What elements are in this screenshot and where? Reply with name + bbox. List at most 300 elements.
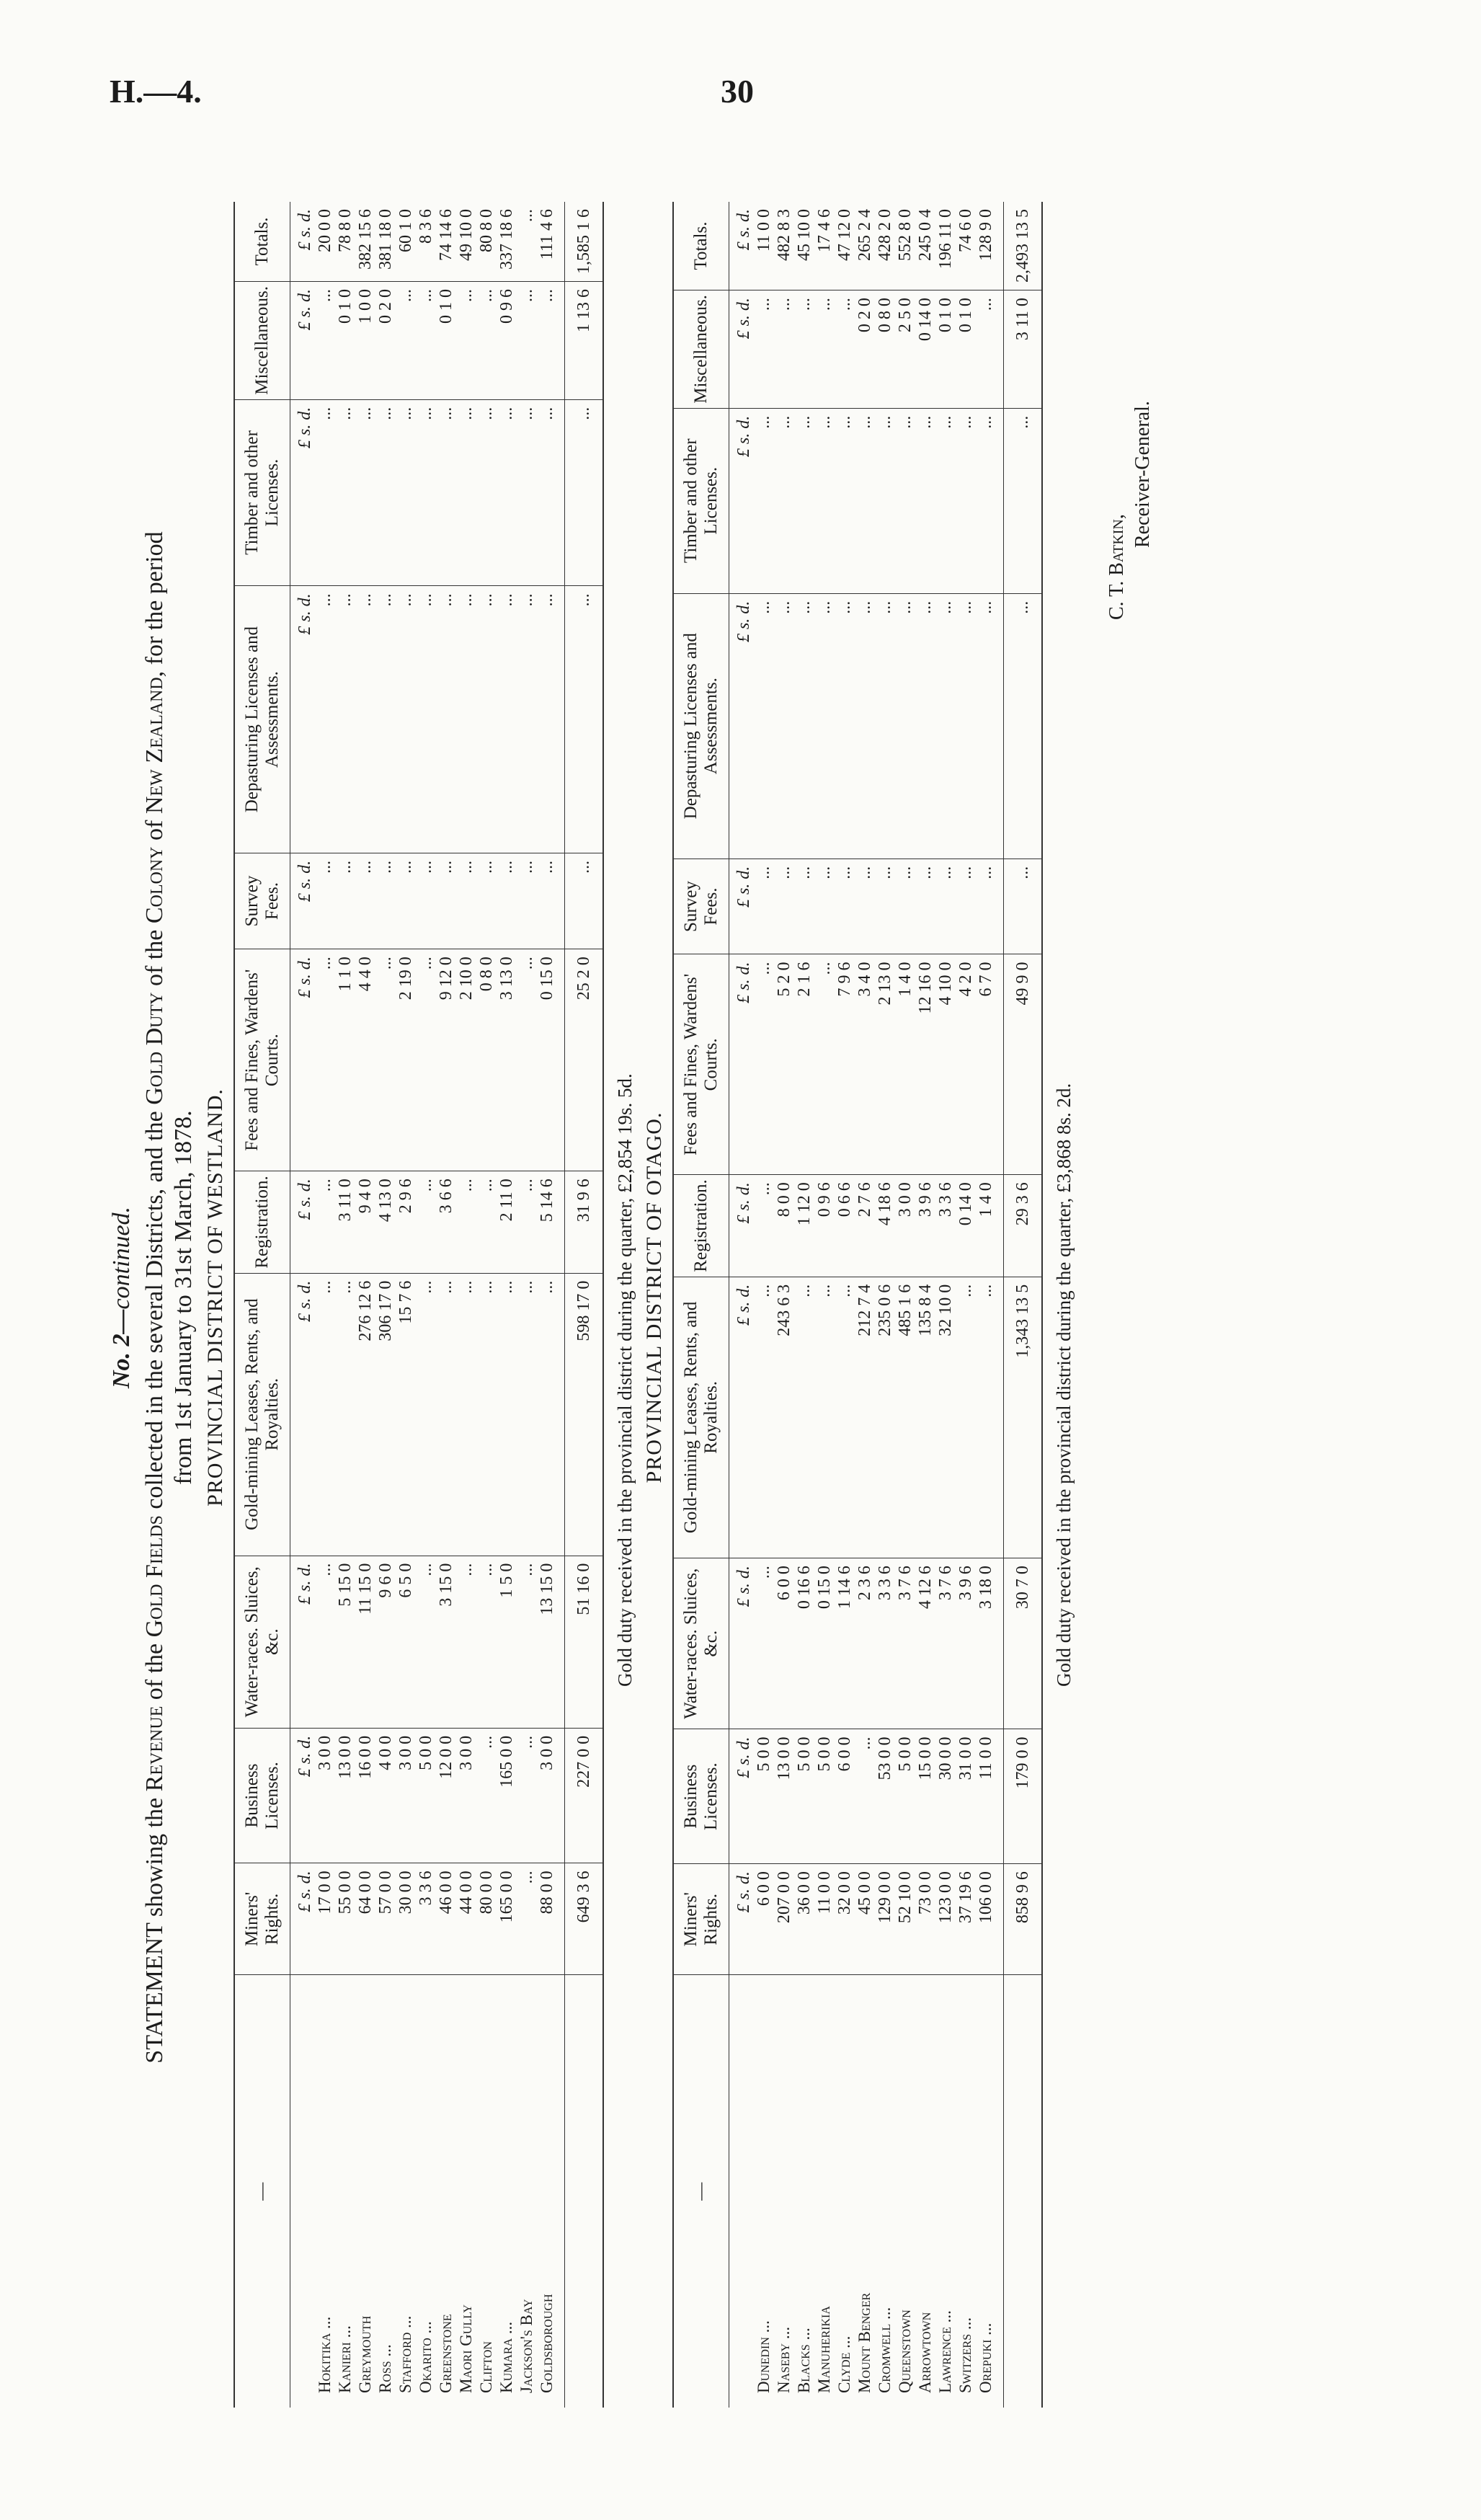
- amount-cell: 13 0 0: [335, 1728, 355, 1863]
- amount-cell: ...: [875, 408, 895, 593]
- table-row: [774, 202, 794, 2408]
- header-row: [234, 202, 290, 2408]
- total-cell: [565, 1975, 604, 2408]
- column-header: Totals.: [673, 202, 729, 290]
- amount-cell: 74 6 0: [956, 202, 976, 290]
- amount-cell: 3 15 0: [436, 1556, 456, 1728]
- amount-cell: ...: [935, 408, 956, 593]
- total-cell: 29 3 6: [1004, 1175, 1043, 1277]
- amount-cell: ...: [456, 1556, 476, 1728]
- amount-cell: 13 0 0: [774, 1729, 794, 1864]
- amount-cell: 0 1 0: [956, 290, 976, 409]
- amount-cell: ...: [754, 1175, 774, 1277]
- amount-cell: ...: [774, 593, 794, 859]
- column-header: Gold-mining Leases, Rents, and Royalties.: [234, 1273, 290, 1556]
- district-name: Greymouth: [356, 2315, 374, 2393]
- amount-cell: 7 9 6: [835, 954, 855, 1175]
- amount-cell: 11 0 0: [976, 1729, 1004, 1864]
- amount-cell: 128 9 0: [976, 202, 1004, 290]
- otago-table: [672, 202, 1043, 2408]
- amount-cell: ...: [375, 586, 396, 853]
- amount-cell: ...: [476, 399, 497, 586]
- amount-cell: 9 12 0: [436, 949, 456, 1171]
- amount-cell: ...: [517, 853, 537, 949]
- amount-cell: 337 18 6: [497, 202, 517, 282]
- title-fragment: Gold Fields: [141, 1515, 168, 1638]
- otago-table-header: [673, 202, 729, 2408]
- table-row: [537, 202, 565, 2408]
- table-row: [517, 202, 537, 2408]
- units-cell: £ s. d.: [290, 1171, 316, 1273]
- amount-cell: 11 0 0: [814, 1864, 835, 1975]
- total-cell: 179 0 0: [1004, 1729, 1043, 1864]
- amount-cell: ...: [935, 859, 956, 954]
- amount-cell: 428 2 0: [875, 202, 895, 290]
- amount-cell: ...: [754, 859, 774, 954]
- amount-cell: ...: [976, 290, 1004, 409]
- amount-cell: ...: [976, 859, 1004, 954]
- amount-cell: 17 4 6: [814, 202, 835, 290]
- amount-cell: 5 0 0: [754, 1729, 774, 1864]
- amount-cell: 74 14 6: [436, 202, 456, 282]
- units-cell: £ s. d.: [729, 859, 755, 954]
- amount-cell: 2 19 0: [396, 949, 416, 1171]
- amount-cell: ...: [355, 399, 375, 586]
- amount-cell: 60 1 0: [396, 202, 416, 282]
- units-cell: £ s. d.: [290, 1273, 316, 1556]
- total-cell: 2,493 13 5: [1004, 202, 1043, 290]
- amount-cell: ...: [355, 586, 375, 853]
- amount-cell: 9 4 0: [355, 1171, 375, 1273]
- table-row: [355, 202, 375, 2408]
- title-fragment: New Zealand: [141, 677, 168, 815]
- amount-cell: 552 8 0: [895, 202, 915, 290]
- total-cell: 649 3 6: [565, 1863, 604, 1975]
- amount-cell: 485 1 6: [895, 1277, 915, 1558]
- amount-cell: ...: [835, 1277, 855, 1558]
- table-row: [497, 202, 517, 2408]
- district-name: Kanieri ...: [336, 2325, 354, 2393]
- amount-cell: ...: [754, 408, 774, 593]
- amount-cell: ...: [835, 593, 855, 859]
- table-row: [976, 202, 1004, 2408]
- district-name: Orepuki ...: [977, 2322, 995, 2393]
- statement-title: [140, 144, 170, 2451]
- table-row: [476, 202, 497, 2408]
- table-row: [375, 202, 396, 2408]
- amount-cell: 6 0 0: [774, 1558, 794, 1729]
- amount-cell: 80 0 0: [476, 1863, 497, 1975]
- column-header: Miners' Rights.: [234, 1863, 290, 1975]
- amount-cell: ...: [754, 593, 774, 859]
- amount-cell: ...: [537, 853, 565, 949]
- amount-cell: 212 7 4: [855, 1277, 875, 1558]
- amount-cell: ...: [456, 1171, 476, 1273]
- amount-cell: 3 0 0: [895, 1175, 915, 1277]
- column-header: Timber and other Licenses.: [234, 399, 290, 586]
- amount-cell: ...: [355, 853, 375, 949]
- amount-cell: ...: [814, 859, 835, 954]
- amount-cell: 78 8 0: [335, 202, 355, 282]
- total-cell: 3 11 0: [1004, 290, 1043, 409]
- amount-cell: ...: [517, 202, 537, 282]
- amount-cell: ...: [315, 1556, 335, 1728]
- amount-cell: ...: [537, 399, 565, 586]
- amount-cell: ...: [895, 408, 915, 593]
- column-header: Gold-mining Leases, Rents, and Royalties.: [673, 1277, 729, 1558]
- column-header: —: [234, 1975, 290, 2408]
- district-name: Goldsborough: [538, 2294, 556, 2393]
- units-cell: £ s. d.: [729, 1864, 755, 1975]
- amount-cell: ...: [517, 1273, 537, 1556]
- amount-cell: ...: [875, 859, 895, 954]
- amount-cell: 3 3 6: [416, 1863, 436, 1975]
- amount-cell: 44 0 0: [456, 1863, 476, 1975]
- district-name: Maori Gully: [457, 2304, 475, 2393]
- table-row: [456, 202, 476, 2408]
- amount-cell: ...: [537, 586, 565, 853]
- amount-cell: 0 8 0: [875, 290, 895, 409]
- amount-cell: 4 4 0: [355, 949, 375, 1171]
- units-row: [729, 202, 755, 2408]
- amount-cell: ...: [774, 290, 794, 409]
- amount-cell: 482 8 3: [774, 202, 794, 290]
- total-cell: ...: [565, 586, 604, 853]
- amount-cell: 3 13 0: [497, 949, 517, 1171]
- amount-cell: ...: [875, 593, 895, 859]
- amount-cell: ...: [754, 1277, 774, 1558]
- amount-cell: ...: [315, 949, 335, 1171]
- totals-row: [565, 202, 604, 2408]
- amount-cell: 52 10 0: [895, 1864, 915, 1975]
- amount-cell: ...: [436, 1273, 456, 1556]
- amount-cell: ...: [935, 593, 956, 859]
- amount-cell: ...: [956, 593, 976, 859]
- amount-cell: 135 8 4: [915, 1277, 935, 1558]
- total-cell: [1004, 1975, 1043, 2408]
- amount-cell: 0 1 0: [935, 290, 956, 409]
- district-name: Lawrence ...: [936, 2310, 954, 2393]
- amount-cell: 5 0 0: [814, 1729, 835, 1864]
- column-header: Depasturing Licenses and Assessments.: [673, 593, 729, 859]
- amount-cell: 5 2 0: [774, 954, 794, 1175]
- amount-cell: ...: [814, 1277, 835, 1558]
- amount-cell: ...: [754, 954, 774, 1175]
- amount-cell: 53 0 0: [875, 1729, 895, 1864]
- amount-cell: 0 15 0: [537, 949, 565, 1171]
- district-name: Greenstone: [437, 2314, 455, 2393]
- amount-cell: ...: [915, 408, 935, 593]
- district-name: Clyde ...: [835, 2335, 853, 2393]
- units-cell: £ s. d.: [729, 290, 755, 409]
- table-row: [956, 202, 976, 2408]
- section-title-otago: PROVINCIAL DISTRICT OF OTAGO.: [642, 1112, 666, 1483]
- amount-cell: 1 1 0: [335, 949, 355, 1171]
- amount-cell: 88 0 0: [537, 1863, 565, 1975]
- table-row: [855, 202, 875, 2408]
- table-row: [935, 202, 956, 2408]
- total-cell: 598 17 0: [565, 1273, 604, 1556]
- amount-cell: ...: [956, 1277, 976, 1558]
- district-name: Jackson's Bay: [517, 2299, 535, 2393]
- amount-cell: ...: [476, 1273, 497, 1556]
- amount-cell: ...: [396, 282, 416, 400]
- total-cell: 30 7 0: [1004, 1558, 1043, 1729]
- district-name: Clifton: [477, 2341, 495, 2393]
- amount-cell: ...: [436, 399, 456, 586]
- amount-cell: 381 18 0: [375, 202, 396, 282]
- units-cell: £ s. d.: [290, 1728, 316, 1863]
- amount-cell: ...: [976, 408, 1004, 593]
- amount-cell: 306 17 0: [375, 1273, 396, 1556]
- amount-cell: 243 6 3: [774, 1277, 794, 1558]
- amount-cell: ...: [456, 586, 476, 853]
- amount-cell: ...: [956, 408, 976, 593]
- amount-cell: 129 0 0: [875, 1864, 895, 1975]
- amount-cell: 73 0 0: [915, 1864, 935, 1975]
- amount-cell: 0 9 6: [497, 282, 517, 400]
- otago-table-body: [729, 202, 1043, 2408]
- amount-cell: 4 2 0: [956, 954, 976, 1175]
- amount-cell: 1 14 6: [835, 1558, 855, 1729]
- amount-cell: ...: [794, 408, 814, 593]
- amount-cell: ...: [497, 1273, 517, 1556]
- amount-cell: ...: [375, 853, 396, 949]
- amount-cell: ...: [416, 586, 436, 853]
- amount-cell: 5 14 6: [537, 1171, 565, 1273]
- amount-cell: ...: [774, 859, 794, 954]
- units-cell: £ s. d.: [290, 1556, 316, 1728]
- amount-cell: 3 3 6: [935, 1175, 956, 1277]
- column-header: Timber and other Licenses.: [673, 408, 729, 593]
- units-cell: £ s. d.: [729, 1558, 755, 1729]
- total-cell: 1,343 13 5: [1004, 1277, 1043, 1558]
- total-cell: 858 9 6: [1004, 1864, 1043, 1975]
- amount-cell: ...: [476, 586, 497, 853]
- amount-cell: 4 10 0: [935, 954, 956, 1175]
- amount-cell: ...: [396, 399, 416, 586]
- units-cell: [290, 1975, 316, 2408]
- district-name: Dunedin ...: [755, 2320, 773, 2393]
- district-name: Switzers ...: [956, 2317, 974, 2393]
- amount-cell: 265 2 4: [855, 202, 875, 290]
- amount-cell: ...: [436, 853, 456, 949]
- amount-cell: 2 13 0: [875, 954, 895, 1175]
- amount-cell: ...: [855, 408, 875, 593]
- amount-cell: 1 12 0: [794, 1175, 814, 1277]
- amount-cell: ...: [396, 853, 416, 949]
- amount-cell: 0 1 0: [335, 282, 355, 400]
- total-cell: ...: [1004, 593, 1043, 859]
- amount-cell: ...: [537, 282, 565, 400]
- units-cell: £ s. d.: [290, 202, 316, 282]
- amount-cell: ...: [976, 593, 1004, 859]
- amount-cell: 0 6 6: [835, 1175, 855, 1277]
- amount-cell: ...: [476, 853, 497, 949]
- amount-cell: ...: [476, 1728, 497, 1863]
- column-header: Registration.: [234, 1171, 290, 1273]
- amount-cell: ...: [517, 586, 537, 853]
- amount-cell: ...: [855, 859, 875, 954]
- column-header: Miners' Rights.: [673, 1864, 729, 1975]
- amount-cell: ...: [855, 593, 875, 859]
- amount-cell: 45 10 0: [794, 202, 814, 290]
- amount-cell: ...: [416, 1171, 436, 1273]
- amount-cell: 1 0 0: [355, 282, 375, 400]
- amount-cell: 0 16 6: [794, 1558, 814, 1729]
- amount-cell: ...: [335, 586, 355, 853]
- amount-cell: 3 9 6: [956, 1558, 976, 1729]
- district-name: Blacks ...: [795, 2328, 813, 2393]
- amount-cell: 57 0 0: [375, 1863, 396, 1975]
- amount-cell: 0 15 0: [814, 1558, 835, 1729]
- column-header: Miscellaneous.: [234, 282, 290, 400]
- units-cell: £ s. d.: [729, 1175, 755, 1277]
- amount-cell: ...: [517, 1171, 537, 1273]
- amount-cell: 3 18 0: [976, 1558, 1004, 1729]
- amount-cell: ...: [517, 1556, 537, 1728]
- amount-cell: ...: [315, 853, 335, 949]
- section-title-westland: PROVINCIAL DISTRICT OF WESTLAND.: [203, 1088, 227, 1507]
- amount-cell: 5 0 0: [895, 1729, 915, 1864]
- amount-cell: 8 3 6: [416, 202, 436, 282]
- table-row: [315, 202, 335, 2408]
- column-header: Business Licenses.: [234, 1728, 290, 1863]
- signatory-title: Receiver-General.: [1131, 401, 1154, 548]
- amount-cell: ...: [456, 1273, 476, 1556]
- amount-cell: 2 5 0: [895, 290, 915, 409]
- amount-cell: 1 4 0: [895, 954, 915, 1175]
- statement-period: from 1st January to 31st March, 1878.: [170, 1110, 197, 1485]
- amount-cell: 1 5 0: [497, 1556, 517, 1728]
- column-header: —: [673, 1975, 729, 2408]
- amount-cell: ...: [794, 290, 814, 409]
- table-row: [335, 202, 355, 2408]
- column-header: Water-races. Sluices, &c.: [234, 1556, 290, 1728]
- amount-cell: ...: [517, 1863, 537, 1975]
- amount-cell: 207 0 0: [774, 1864, 794, 1975]
- total-cell: 227 0 0: [565, 1728, 604, 1863]
- total-cell: ...: [565, 399, 604, 586]
- amount-cell: ...: [774, 408, 794, 593]
- amount-cell: 8 0 0: [774, 1175, 794, 1277]
- amount-cell: 36 0 0: [794, 1864, 814, 1975]
- otago-gold-duty-note: Gold duty received in the provincial district during the quarter, £3,868 8s. 2d.: [1053, 1083, 1075, 1687]
- amount-cell: ...: [416, 853, 436, 949]
- amount-cell: ...: [315, 282, 335, 400]
- amount-cell: 382 15 6: [355, 202, 375, 282]
- amount-cell: ...: [517, 1728, 537, 1863]
- column-header: Registration.: [673, 1175, 729, 1277]
- column-header: Depasturing Licenses and Assessments.: [234, 586, 290, 853]
- total-cell: 1 13 6: [565, 282, 604, 400]
- title-fragment: of the: [141, 923, 168, 993]
- district-name: Hokitika ...: [316, 2316, 334, 2393]
- amount-cell: 37 19 6: [956, 1864, 976, 1975]
- amount-cell: ...: [497, 399, 517, 586]
- district-name: Okarito ...: [417, 2321, 435, 2393]
- amount-cell: ...: [915, 593, 935, 859]
- amount-cell: ...: [335, 1273, 355, 1556]
- amount-cell: ...: [835, 859, 855, 954]
- title-fragment: of: [141, 814, 168, 847]
- amount-cell: ...: [537, 1273, 565, 1556]
- amount-cell: 5 0 0: [794, 1729, 814, 1864]
- amount-cell: ...: [416, 949, 436, 1171]
- rotated-page-content: [108, 144, 1377, 2451]
- amount-cell: 16 0 0: [355, 1728, 375, 1863]
- amount-cell: 30 0 0: [396, 1863, 416, 1975]
- amount-cell: 31 0 0: [956, 1729, 976, 1864]
- amount-cell: 3 7 6: [895, 1558, 915, 1729]
- amount-cell: 0 2 0: [855, 290, 875, 409]
- table-row: [835, 202, 855, 2408]
- amount-cell: ...: [476, 1171, 497, 1273]
- table-row: [814, 202, 835, 2408]
- westland-table-body: [290, 202, 604, 2408]
- amount-cell: 123 0 0: [935, 1864, 956, 1975]
- amount-cell: ...: [814, 593, 835, 859]
- district-name: Kumara ...: [497, 2321, 515, 2393]
- table-row: [416, 202, 436, 2408]
- amount-cell: 5 15 0: [335, 1556, 355, 1728]
- amount-cell: ...: [855, 1729, 875, 1864]
- amount-cell: 12 0 0: [436, 1728, 456, 1863]
- district-name: Queenstown: [896, 2310, 914, 2393]
- units-cell: £ s. d.: [290, 586, 316, 853]
- table-row: [794, 202, 814, 2408]
- district-name: Mount Benger: [855, 2292, 873, 2393]
- amount-cell: ...: [976, 1277, 1004, 1558]
- amount-cell: 4 13 0: [375, 1171, 396, 1273]
- amount-cell: 6 7 0: [976, 954, 1004, 1175]
- title-fragment: , for the period: [141, 531, 168, 678]
- amount-cell: ...: [315, 586, 335, 853]
- units-cell: [729, 1975, 755, 2408]
- amount-cell: ...: [956, 859, 976, 954]
- total-cell: 1,585 1 6: [565, 202, 604, 282]
- amount-cell: 4 0 0: [375, 1728, 396, 1863]
- amount-cell: ...: [476, 282, 497, 400]
- units-cell: £ s. d.: [290, 853, 316, 949]
- amount-cell: 15 7 6: [396, 1273, 416, 1556]
- amount-cell: 11 0 0: [754, 202, 774, 290]
- units-cell: £ s. d.: [290, 282, 316, 400]
- column-header: Fees and Fines, Wardens' Courts.: [234, 949, 290, 1171]
- amount-cell: 0 1 0: [436, 282, 456, 400]
- title-fragment: STATEMENT showing the: [141, 1791, 168, 2064]
- amount-cell: 111 4 6: [537, 202, 565, 282]
- amount-cell: 17 0 0: [315, 1863, 335, 1975]
- amount-cell: ...: [835, 290, 855, 409]
- amount-cell: ...: [497, 586, 517, 853]
- total-cell: 51 16 0: [565, 1556, 604, 1728]
- column-header: Miscellaneous.: [673, 290, 729, 409]
- statement-number: No. 2—continued.: [108, 1206, 135, 1389]
- district-name: Stafford ...: [396, 2315, 414, 2393]
- amount-cell: 3 3 6: [875, 1558, 895, 1729]
- amount-cell: 0 2 0: [375, 282, 396, 400]
- units-cell: £ s. d.: [729, 954, 755, 1175]
- amount-cell: ...: [375, 399, 396, 586]
- amount-cell: ...: [754, 290, 774, 409]
- amount-cell: ...: [375, 949, 396, 1171]
- amount-cell: ...: [396, 586, 416, 853]
- district-name: Arrowtown: [916, 2312, 934, 2393]
- units-cell: £ s. d.: [290, 949, 316, 1171]
- title-fragment: of the: [141, 1637, 168, 1706]
- units-cell: £ s. d.: [729, 1729, 755, 1864]
